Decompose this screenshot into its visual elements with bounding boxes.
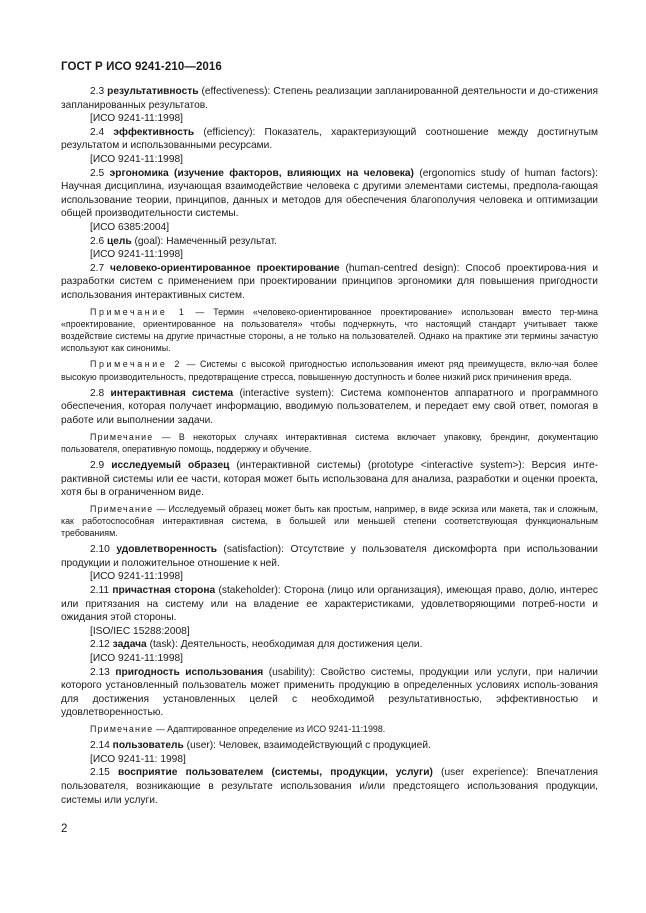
note-2-13 <box>61 723 598 735</box>
term-entry-2-9 <box>61 459 598 500</box>
term-name: интерактивная система <box>110 387 234 399</box>
entry-number: 2.12 <box>90 639 113 651</box>
note-2-8 <box>61 431 598 455</box>
term-entry-2-11 <box>61 584 598 625</box>
term-definition: (satisfaction): Отсутствие у пользователя дискомфорта при использовании продукции и положительное отношение к ней. <box>61 544 598 569</box>
term-entry-2-6 <box>61 235 598 249</box>
term-definition: (user experience): Впечатления пользователя, возникающие в результате использования и/или предстоящего использования продукции, системы или услуги. <box>61 767 598 806</box>
entry-number: 2.5 <box>90 167 110 179</box>
term-definition: (goal): Намеченный результат. <box>131 235 277 247</box>
term-name: исследуемый образец <box>111 459 230 471</box>
note-label: Примечание <box>90 431 154 442</box>
term-definition: (ergonomics study of human factors): Научная дисциплина, изучающая взаимодействие человека с другими элементами системы, предпола-гающая использование теории, принципов, данных и методов для обеспечения благополучия человека и оптимизации общей производительности системы. <box>61 167 599 220</box>
entry-number: 2.6 <box>90 235 107 247</box>
term-definition: (user): Человек, взаимодействующий с продукцией. <box>183 740 431 752</box>
source-reference: [ISO/IEC 15288:2008] <box>90 625 190 637</box>
source-reference: [ИСО 9241-11:1998] <box>90 571 183 583</box>
term-definition: (интерактивной системы) (prototype <interactive system>): Версия инте-рактивной системы или ее части, которая может быть использована для анализа, разработки и оценки проекта, хотя бы в ограниченном виде. <box>61 459 599 499</box>
note-text: — Адаптированное определение из ИСО 9241-11:1998. <box>153 724 386 735</box>
entry-number: 2.3 <box>90 86 108 97</box>
note-label: Примечание <box>90 503 154 514</box>
entry-number: 2.15 <box>90 767 119 779</box>
term-name: удовлетворенность <box>116 544 217 556</box>
term-definition: (stakeholder): Сторона (лицо или организация), имеющая право, долю, интерес или притязания на систему или на владение ее характеристиками, удовлетворяющими потреб-ности и ожидания этой стороны. <box>61 585 598 624</box>
source-reference: [ИСО 9241-11:1998] <box>90 653 183 665</box>
note-2-9 <box>61 503 598 540</box>
term-definition: (efficiency): Показатель, характеризующий соотношение между достигнутым результатом и использованными ресурсами. <box>61 126 598 152</box>
note-text: — Исследуемый образец может быть как простым, например, в виде эскиза или макета, так и сложным, как работоспособная интерактивная система, в большей или меньшей степени соответствующая функциональным требованиям. <box>61 503 598 539</box>
term-entry-2-13 <box>61 666 598 720</box>
term-name: пригодность использования <box>115 666 264 678</box>
note-2-7-1 <box>61 306 598 355</box>
term-entry-2-14 <box>61 739 598 753</box>
note-label: Примечание 1 <box>90 306 187 317</box>
entry-number: 2.4 <box>90 126 114 138</box>
entry-number: 2.14 <box>90 740 113 752</box>
standard-header: ГОСТ Р ИСО 9241-210—2016 <box>61 61 222 73</box>
term-definition: (usability): Свойство системы, продукции или услуги, при наличии которого установленный пользователь может применить продукцию в определенных условиях исполь-зования для достижения установленных целей с необходимой результативностью, эффективностью и удовлетворенностью. <box>61 666 598 719</box>
term-entry-2-5 <box>61 167 598 221</box>
term-entry-2-10 <box>61 543 598 570</box>
entry-number: 2.10 <box>90 544 117 556</box>
term-name: восприятие пользователем (системы, продукции, услуги) <box>118 767 433 779</box>
term-entry-2-3 <box>61 85 598 112</box>
entry-number: 2.7 <box>90 262 111 274</box>
note-label: Примечание <box>90 724 154 735</box>
source-reference: [ИСО 9241-11: 1998] <box>90 753 186 765</box>
term-name: эффективность <box>113 126 195 138</box>
term-definition: (interactive system): Система компонентов аппаратного и программного обеспечения, которая получает информацию, вводимую пользователем, и передает ему свой ответ, помогая в работе или выполнении задачи. <box>61 387 598 426</box>
term-name: цель <box>107 235 132 247</box>
term-entry-2-15 <box>61 766 598 807</box>
term-entry-2-8 <box>61 387 598 428</box>
entry-number: 2.13 <box>90 666 116 678</box>
source-reference: [ИСО 9241-11:1998] <box>90 153 183 165</box>
entry-number: 2.9 <box>90 459 112 471</box>
note-text: — В некоторых случаях интерактивная система включает упаковку, брендинг, документацию пользователя, оперативную помощь, поддержку и обучение. <box>61 431 598 454</box>
term-name: человеко-ориентированное проектирование <box>110 262 340 274</box>
entry-number: 2.11 <box>90 585 113 597</box>
page-number: 2 <box>61 823 68 835</box>
term-entry-2-12 <box>61 638 598 652</box>
note-text: — Системы с высокой пригодностью использования имеют ряд преимуществ, вклю-чая более высокую производительность, предотвращение стресса, повышенную доступность и более низкий риск причинения вреда. <box>61 359 598 382</box>
term-entry-2-4 <box>61 126 598 153</box>
term-definition: (task): Деятельность, необходимая для достижения цели. <box>146 639 423 651</box>
term-name: задача <box>112 639 147 651</box>
term-name: результативность <box>107 86 199 97</box>
term-definition: (effectiveness): Степень реализации запланированной деятельности и до-стижения запланированных результатов. <box>61 86 598 111</box>
source-reference: [ИСО 9241-11:1998] <box>90 249 183 261</box>
term-entry-2-7 <box>61 262 598 303</box>
source-reference: [ИСО 6385:2004] <box>90 221 170 233</box>
source-reference: [ИСО 9241-11:1998] <box>90 113 183 125</box>
term-name: пользователь <box>112 740 184 752</box>
term-name: эргономика (изучение факторов, влияющих на человека) <box>109 167 414 179</box>
term-name: причастная сторона <box>112 585 216 597</box>
note-2-7-2 <box>61 358 598 382</box>
entry-number: 2.8 <box>90 387 111 399</box>
term-definition: (human-centred design): Способ проектирова-ния и разработки систем с применением при проектировании принципов эргономики для повышения пригодности использования интерактивных систем. <box>61 262 599 301</box>
document-body <box>61 85 598 807</box>
note-label: Примечание 2 <box>90 359 183 370</box>
note-text: — Термин «человеко-ориентированное проектирование» использован вместо тер-мина «проектирование, ориентированное на пользователя» чтобы подчеркнуть, что настоящий стандарт учитывает также воздействие системы на другие причастные стороны, а не только на пользователей. Однако на практике эти термины зачастую используют как синонимы. <box>61 306 598 354</box>
